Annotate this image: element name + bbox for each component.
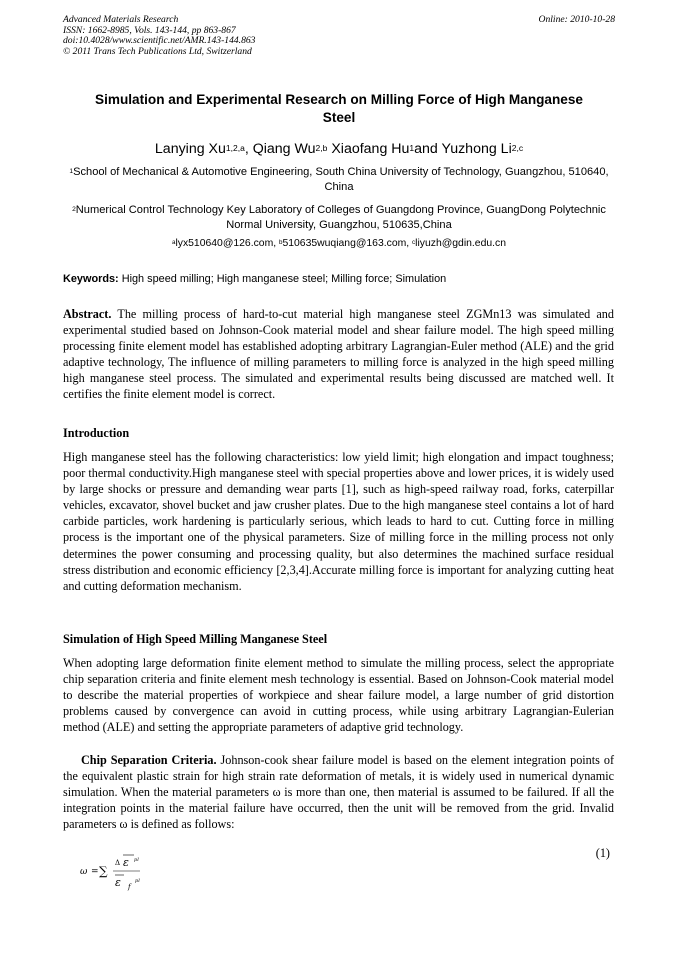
- abstract-text: The milling process of hard-to-cut material high manganese steel ZGMn13 was simulated and experimental studied based on Johnson-Cook material model and shear failure model. The high speed milling processing finite element model has established adopting arbitrary Lagrangian-Euler method (ALE) and the grid adaptive technology, The influence of milling parameters to milling force is analyzed in the high speed milling high manganese steel process. The simulated and experimental results being discussed are matched well. It certifies the finite element model is correct.: [63, 307, 614, 402]
- email-address: lyx510640@126.com,: [175, 238, 279, 249]
- affiliation-superscript: 2: [72, 206, 76, 213]
- email-address: liyuzh@gdin.edu.cn: [415, 238, 506, 249]
- formula-delta: Δ: [115, 859, 121, 867]
- author-superscript: 1,2,a: [225, 143, 245, 153]
- formula-pl-denominator: pl: [135, 878, 140, 884]
- keywords-line: [63, 272, 623, 286]
- affiliation-text: School of Mechanical & Automotive Engineering, South China University of Technology, Guangzhou, 510640, China: [73, 166, 609, 193]
- journal-name: Advanced Materials Research: [63, 14, 179, 25]
- email-address: 510635wuqiang@163.com,: [282, 238, 413, 249]
- simulation-paragraph: When adopting large deformation finite element method to simulate the milling process, select the appropriate chip separation criteria and finite element mesh technology is essential. Based on Johnson-Cook material model to describe the material properties of workpiece and shear failure model, a large number of grid distortion problems caused by convergence can avoid in cutting process, while using arbitrary Lagrangian-Eulerian method (ALE) and setting the appropriate parameters of adaptive grid technology.: [63, 656, 614, 735]
- author-superscript: 2,c: [511, 143, 524, 153]
- simulation-heading: Simulation of High Speed Milling Manganese Steel: [63, 632, 328, 646]
- affiliation-1: [60, 165, 618, 195]
- keywords-label: Keywords:: [63, 273, 119, 285]
- email-superscript: a: [171, 239, 176, 246]
- affiliation-2: [60, 203, 618, 233]
- email-list: [60, 237, 618, 251]
- online-date: Online: 2010-10-28: [538, 14, 615, 25]
- author-name: Xiaofang Hu: [331, 141, 410, 157]
- email-superscript: c: [412, 239, 416, 246]
- affiliation-superscript: 1: [69, 168, 74, 175]
- chip-separation-label: Chip Separation Criteria.: [81, 753, 217, 767]
- affiliation-text: Numerical Control Technology Key Laboratory of Colleges of Guangdong Province, GuangDong Polytechnic Normal University, Guangzhou, 510635,China: [75, 204, 606, 231]
- author-name: and Yuzhong Li: [414, 141, 512, 157]
- issn-line: ISSN: 1662-8985, Vols. 143-144, pp 863-867: [63, 24, 236, 36]
- formula-epsilon-denominator: ε: [115, 876, 121, 889]
- introduction-heading: Introduction: [63, 426, 130, 440]
- chip-separation-text: Johnson-cook shear failure model is based on the element integration points of the equivalent plastic strain for high strain rate deformation of metals, it is widely used in numerical dynamic simulation. When the material parameters ω is more than one, then material is assumed to be failured. If all the integration points in the material failure have occurred, then the unit will be removed from the grid. Invalid parameters ω is defined as follows:: [63, 753, 615, 832]
- doi-line: doi:10.4028/www.scientific.net/AMR.143-144.863: [63, 35, 256, 47]
- formula-f-subscript: f: [128, 883, 131, 891]
- journal-header: [63, 15, 255, 57]
- author-list: [40, 140, 638, 158]
- paper-title: Simulation and Experimental Research on Milling Force of High Manganese Steel: [95, 92, 583, 125]
- chip-separation-paragraph: [63, 752, 614, 832]
- formula-equals: =: [91, 867, 99, 877]
- keywords-text: High speed milling; High manganese steel; Milling force; Simulation: [121, 273, 447, 285]
- copyright-line: © 2011 Trans Tech Publications Ltd, Switzerland: [63, 45, 252, 57]
- abstract-label: Abstract.: [63, 307, 112, 321]
- formula-omega: ω: [80, 867, 88, 877]
- equation-number: (1): [595, 846, 610, 860]
- author-name: Lanying Xu: [154, 141, 226, 157]
- formula-pl-numerator: pl: [134, 857, 139, 863]
- author-superscript: 1: [409, 143, 415, 153]
- author-separator: ,: [244, 141, 253, 157]
- formula-sum: ∑: [99, 864, 108, 878]
- failure-parameter-formula: [78, 852, 158, 894]
- formula-epsilon-numerator: ε: [123, 856, 129, 869]
- author-superscript: 2,b: [315, 143, 328, 153]
- email-superscript: b: [279, 239, 283, 246]
- introduction-paragraph: High manganese steel has the following characteristics: low yield limit; high elongation and impact toughness; poor thermal conductivity.High manganese steel with special properties above and lower prices, it is widely used by large shocks or pressure and demanding wear parts [1], such as high-speed railway road, forks, caterpillar vehicles, excavator, shovel bucket and jaw crusher plates. Due to the high manganese steel contains a lot of hard carbide particles, work hardening is particularly serious, which leads to hard to cut. Cutting force in milling process is the important one of the physical parameters. Size of milling force in the milling process not only determines the power consuming and processing quality, but also determines the machined surface residual stress distribution and economic efficiency [2,3,4].Accurate milling force is important for analyzing cutting heat and cutting deformation mechanism.: [63, 450, 614, 593]
- author-name: Qiang Wu: [252, 141, 316, 157]
- abstract-paragraph: [63, 306, 614, 403]
